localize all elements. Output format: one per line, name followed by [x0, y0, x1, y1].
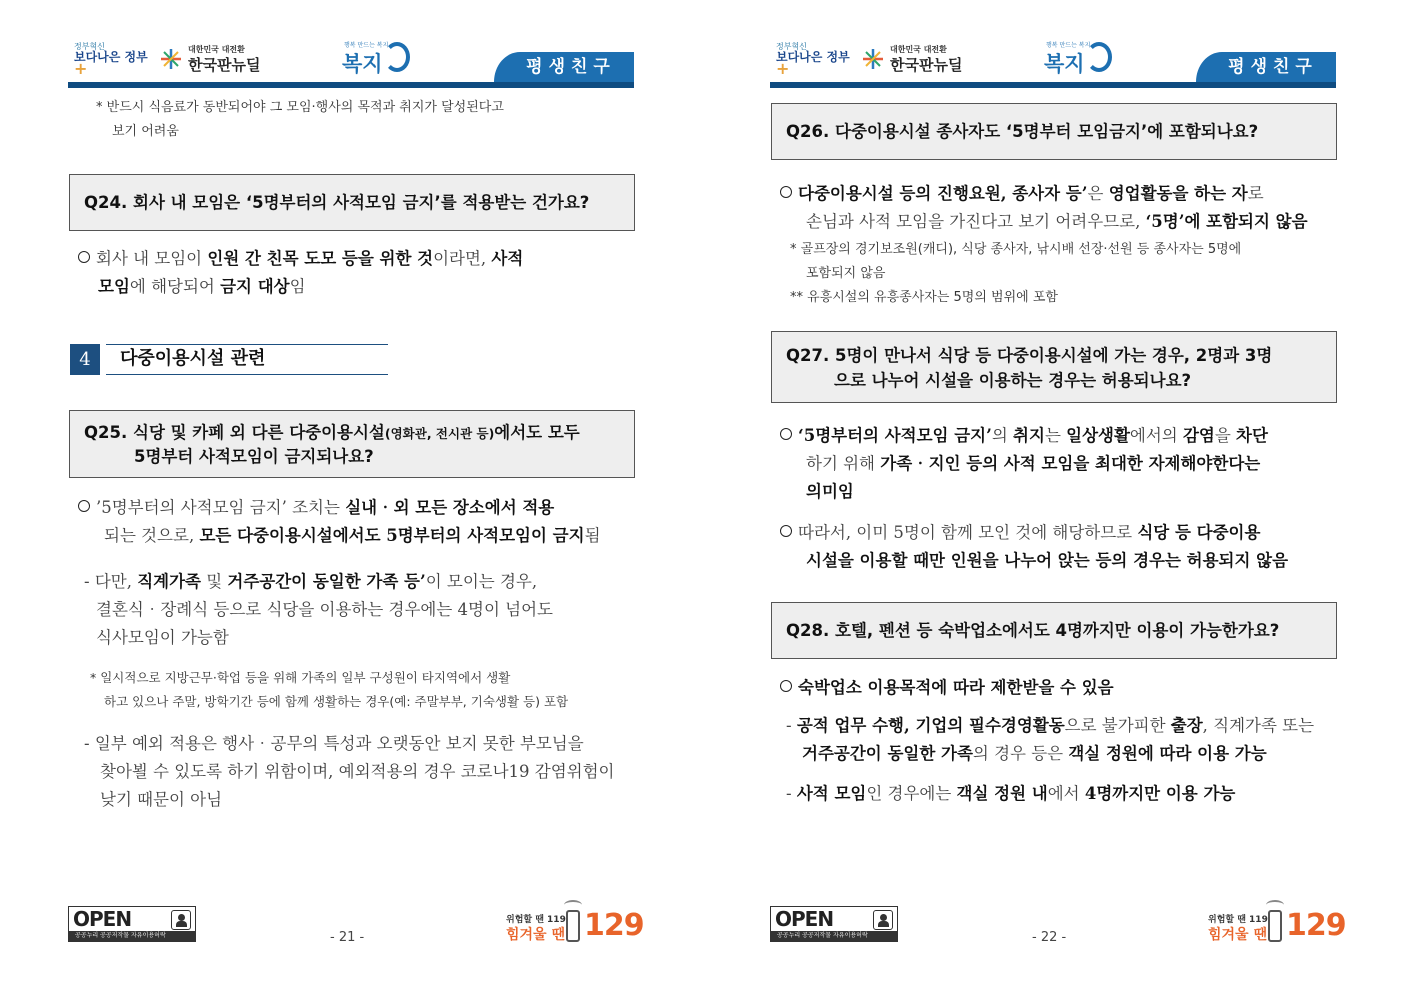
- body-text: 되는 것으로,: [104, 526, 200, 545]
- govt-innovation-logo: 정부혁신 보다나은 정부+: [74, 42, 148, 78]
- note-q26: * 골프장의 경기보조원(캐디), 식당 종사자, 낚시배 선장·선원 등 종사자는 5명에 포함되지 않음 ** 유흥시설의 유흥종사자는 5명의 범위에 포함: [790, 242, 1242, 305]
- left-page: [0, 0, 701, 992]
- body-text: 을: [1214, 426, 1237, 445]
- emphasis-text: 감염: [1182, 426, 1215, 445]
- emphasis-text: 거주공간이 동일한 가족: [802, 744, 973, 763]
- body-text: - 다만,: [84, 572, 138, 591]
- body-text: 의 경우 등은: [972, 744, 1069, 763]
- question-box-q25: Q25. 식당 및 카페 외 다른 다중이용시설(영화관, 전시관 등)에서도 모두 5명부터 사적모임이 금지되나요?: [69, 410, 635, 478]
- body-text: 에서의: [1129, 426, 1183, 445]
- answer-line: [780, 674, 1340, 702]
- emphasis-text: 금지 대상: [220, 277, 290, 296]
- circle-bullet-icon: [78, 500, 90, 512]
- body-text: 회사 내 모임이: [96, 249, 208, 268]
- emphasis-text: 공적 업무 수행, 기업의 필수경영활동: [796, 716, 1065, 735]
- bokjiro-logo: 행복 만드는 복지 복지: [1042, 40, 1122, 78]
- right-page: [702, 0, 1403, 992]
- body-text: -: [786, 716, 797, 735]
- hotline-logo: 위험할 땐 119 힘겨울 땐 129: [1208, 904, 1338, 948]
- emphasis-text: 모임: [98, 277, 130, 296]
- header-tab: 평생친구: [1196, 52, 1336, 82]
- emphasis-text: 거주공간이 동일한 가족 등’: [227, 572, 426, 591]
- emphasis-text: 실내‧외 모든 장소에서 적용: [345, 498, 555, 517]
- question-box-q28: Q28. 호텔, 펜션 등 숙박업소에서도 4명까지만 이용이 가능한가요?: [771, 602, 1337, 659]
- header-rule: [68, 82, 634, 88]
- body-text: ’5명부터의 사적모임 금지’ 조치는: [96, 498, 346, 517]
- answer-line: [786, 780, 1342, 808]
- section-number: 4: [70, 344, 100, 375]
- question-box-q26: Q26. 다중이용시설 종사자도 ‘5명부터 모임금지’에 포함되나요?: [771, 103, 1337, 160]
- govt-innovation-logo: 정부혁신 보다나은 정부+: [776, 42, 850, 78]
- answer-q25: [78, 494, 638, 550]
- body-text: 이라면,: [433, 249, 492, 268]
- answer-line: [780, 180, 1340, 208]
- emphasis-text: 출장: [1170, 716, 1203, 735]
- body-text: 인 경우에는: [866, 784, 957, 803]
- body-text: 으로 불가피한: [1064, 716, 1171, 735]
- dash-item-private: [786, 780, 1342, 808]
- emphasis-text: 모든 다중이용시설에서도 5명부터의 사적모임이 금지: [199, 526, 585, 545]
- dash-item-reason: - 일부 예외 적용은 행사‧공무의 특성과 오랫동안 보지 못한 부모님을 찾아뵐 수 있도록 하기 위함이며, 예외적용의 경우 코로나19 감염위험이 낮기 때문이 아님: [84, 734, 615, 809]
- answer-line: [780, 450, 1340, 478]
- question-box-q24: Q24. 회사 내 모임은 ‘5명부터의 사적모임 금지’를 적용받는 건가요?: [69, 174, 635, 231]
- phone-icon: [566, 910, 580, 942]
- body-text: 에서: [1047, 784, 1085, 803]
- mid-note: * 일시적으로 지방근무·학업 등을 위해 가족의 일부 구성원이 타지역에서 생활 하고 있으나 주말, 방학기간 등에 함께 생활하는 경우(예: 주말부부, 기숙생활 등) 포함: [90, 670, 569, 709]
- answer-line: [780, 478, 1340, 506]
- body-text: 하기 위해: [806, 454, 881, 473]
- body-text: 및: [200, 572, 228, 591]
- answer-q27-purpose: [780, 422, 1340, 506]
- answer-line: [786, 712, 1342, 740]
- answer-line: [780, 422, 1340, 450]
- body-text: 는: [1044, 426, 1067, 445]
- emphasis-text: 사적: [491, 249, 524, 268]
- bokjiro-logo: 행복 만드는 복지 복지: [340, 40, 420, 78]
- open-license-badge: OPEN 공공누리 공공저작물 자유이용허락: [68, 906, 196, 942]
- emphasis-text: 영업활동을 하는 자: [1108, 184, 1248, 203]
- page-header: 정부혁신 보다나은 정부+ 대한민국 대전환 한국판뉴딜 행복 만드는 복지 복지 평생친구: [68, 38, 634, 88]
- dash-item-exception: - 다만, 직계가족 및 거주공간이 동일한 가족 등’이 모이는 경우, 결혼식‧장례식 등으로 식당을 이용하는 경우에는 4명이 넘어도 식사모임이 가능함: [84, 568, 640, 652]
- answer-q27-conclusion: [780, 519, 1340, 575]
- page-header: 정부혁신 보다나은 정부+ 대한민국 대전환 한국판뉴딜 행복 만드는 복지 복지 평생친구: [770, 38, 1336, 88]
- header-tab: 평생친구: [494, 52, 634, 82]
- emphasis-text: 다중이용시설 등의 진행요원, 종사자 등’: [798, 184, 1088, 203]
- body-text: -: [786, 784, 797, 803]
- attribution-icon: [171, 910, 191, 930]
- answer-line: [78, 522, 638, 550]
- emphasis-text: 취지: [1013, 426, 1045, 445]
- section-title: 다중이용시설 관련: [106, 344, 388, 375]
- answer-line: [780, 547, 1340, 575]
- emphasis-text: 인원 간 친목 도모 등을 위한 것: [207, 249, 434, 268]
- question-box-q27: Q27. 5명이 만나서 식당 등 다중이용시설에 가는 경우, 2명과 3명 으로 나누어 시설을 이용하는 경우는 허용되나요?: [771, 331, 1337, 403]
- body-text: , 직계가족 또는: [1202, 716, 1315, 735]
- new-deal-mark-icon: [160, 48, 182, 70]
- circle-bullet-icon: [780, 186, 792, 198]
- attribution-icon: [873, 910, 893, 930]
- circle-bullet-icon: [780, 680, 792, 692]
- top-note: * 반드시 식음료가 동반되어야 그 모임·행사의 목적과 취지가 달성된다고 보기 어려움: [96, 100, 504, 139]
- body-text: 에 해당되어: [129, 277, 221, 296]
- header-rule: [770, 82, 1336, 88]
- open-license-badge: OPEN 공공누리 공공저작물 자유이용허락: [770, 906, 898, 942]
- body-text: 은: [1087, 184, 1109, 203]
- emphasis-text: 일상생활: [1066, 426, 1130, 445]
- emphasis-text: 시설을 이용할 때만 인원을 나누어 앉는 등의 경우는 허용되지 않음: [806, 551, 1289, 570]
- answer-line: [780, 208, 1340, 236]
- body-text: 따라서, 이미 5명이 함께 모인 것에 해당하므로: [798, 523, 1138, 542]
- page-number: - 22 -: [1032, 930, 1067, 945]
- emphasis-text: 가족‧지인 등의 사적 모임을 최대한 자제해야한다는: [880, 454, 1261, 473]
- body-text: 의: [991, 426, 1014, 445]
- emphasis-text: 사적 모임: [796, 784, 867, 803]
- answer-q28: [780, 674, 1340, 702]
- circle-bullet-icon: [780, 525, 792, 537]
- page-number: - 21 -: [330, 930, 365, 945]
- answer-line: [786, 740, 1342, 768]
- emphasis-text: 식당 등 다중이용: [1137, 523, 1261, 542]
- emphasis-text: 차단: [1236, 426, 1268, 445]
- hotline-logo: 위험할 땐 119 힘겨울 땐 129: [506, 904, 636, 948]
- body-text: 임: [289, 277, 306, 296]
- emphasis-text: 직계가족: [137, 572, 201, 591]
- answer-q24: [78, 245, 638, 301]
- circle-bullet-icon: [78, 251, 90, 263]
- answer-line: [78, 245, 638, 273]
- answer-line: [84, 568, 640, 596]
- body-text: 이 모이는 경우,: [425, 572, 538, 591]
- answer-line: [78, 494, 638, 522]
- emphasis-text: 의미임: [806, 482, 854, 501]
- emphasis-text: ‘5명부터의 사적모임 금지’: [798, 426, 992, 445]
- body-text: 로: [1247, 184, 1264, 203]
- answer-q26: [780, 180, 1340, 236]
- phone-icon: [1268, 910, 1282, 942]
- emphasis-text: ‘5명’에 포함되지 않음: [1145, 212, 1308, 231]
- circle-bullet-icon: [780, 428, 792, 440]
- dash-item-business: [786, 712, 1342, 768]
- body-text: 손님과 사적 모임을 가진다고 보기 어려우므로,: [806, 212, 1146, 231]
- emphasis-text: 객실 정원에 따라 이용 가능: [1068, 744, 1267, 763]
- emphasis-text: 객실 정원 내: [956, 784, 1048, 803]
- body-text: 됨: [584, 526, 601, 545]
- new-deal-mark-icon: [862, 48, 884, 70]
- emphasis-text: 숙박업소 이용목적에 따라 제한받을 수 있음: [798, 678, 1114, 697]
- answer-line: [780, 519, 1340, 547]
- answer-line: [78, 273, 638, 301]
- emphasis-text: 4명까지만 이용 가능: [1084, 784, 1236, 803]
